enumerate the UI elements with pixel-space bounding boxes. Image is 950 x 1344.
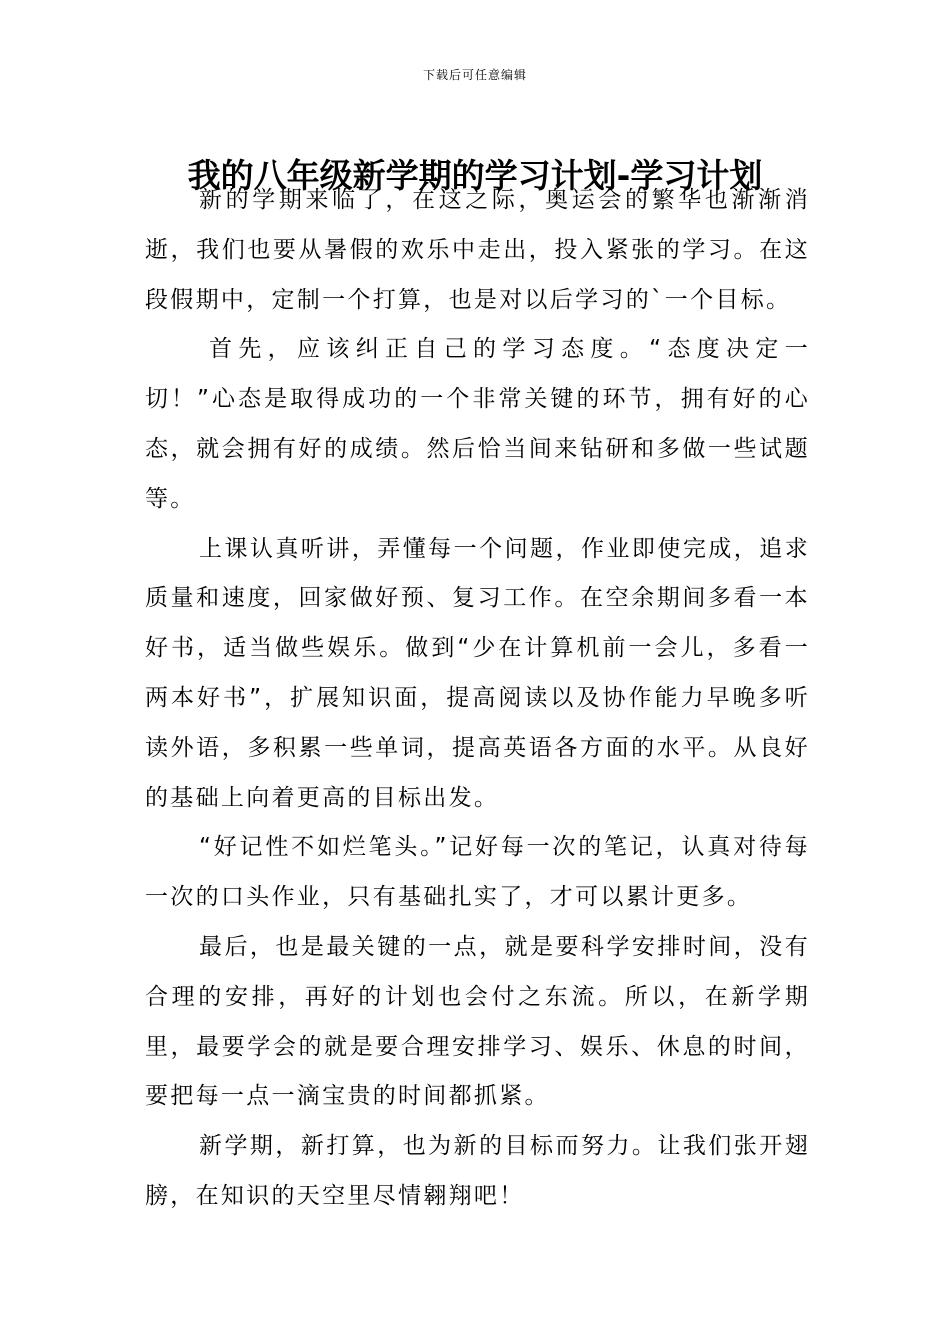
document-body — [145, 176, 810, 1222]
paragraph-1: 新的学期来临了，在这之际，奥运会的繁华也渐渐消逝，我们也要从暑假的欢乐中走出，投入紧张的学习。在这段假期中，定制一个打算，也是对以后学习的`一个目标。 — [145, 187, 810, 313]
paragraph-5: 最后，也是最关键的一点，就是要科学安排时间，没有合理的安排，再好的计划也会付之东流。所以，在新学期里，最要学会的就是要合理安排学习、娱乐、休息的时间，要把每一点一滴宝贵的时间都抓紧。 — [145, 933, 810, 1110]
paragraph-4: “好记性不如烂笔头。”记好每一次的笔记，认真对待每一次的口头作业，只有基础扎实了，才可以累计更多。 — [145, 834, 810, 911]
document-title: 我的八年级新学期的学习计划-学习计划 — [187, 156, 763, 196]
paragraph-2: 首先，应该纠正自己的学习态度。“态度决定一切！”心态是取得成功的一个非常关键的环节，拥有好的心态，就会拥有好的成绩。然后恰当间来钻研和多做一些试题等。 — [145, 336, 810, 512]
header-note: 下载后可任意编辑 — [422, 68, 527, 82]
paragraph-3: 上课认真听讲，弄懂每一个问题，作业即使完成，追求质量和速度，回家做好预、复习工作。在空余期间多看一本好书，适当做些娱乐。做到“少在计算机前一会儿，多看一两本好书”，扩展知识面，提高阅读以及协作能力早晚多听读外语，多积累一些单词，提高英语各方面的水平。从良好的基础上向着更高的目标出发。 — [145, 535, 810, 811]
paragraph-6: 新学期，新打算，也为新的目标而努力。让我们张开翅膀，在知识的天空里尽情翱翔吧！ — [145, 1133, 810, 1209]
